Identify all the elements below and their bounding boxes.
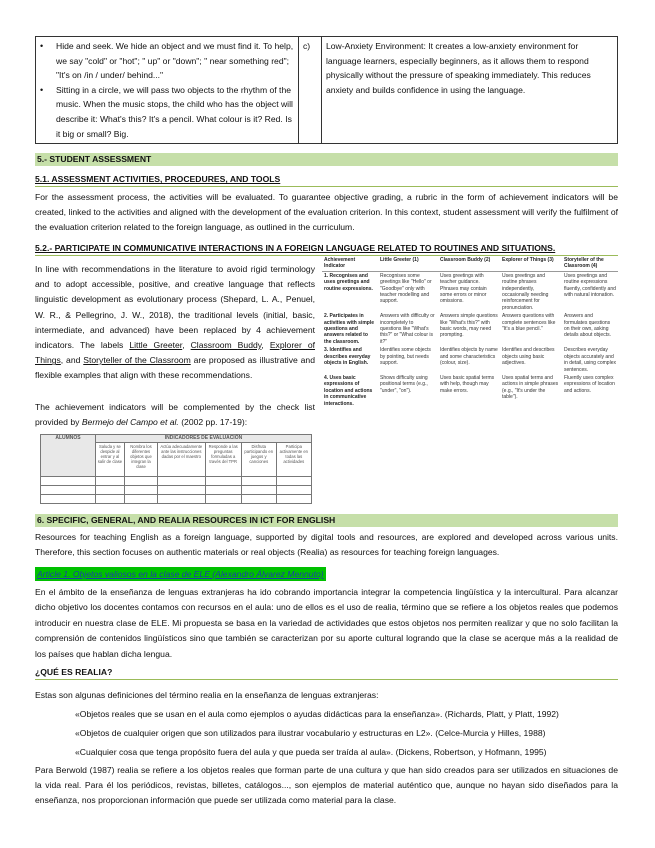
final-paragraph: Para Berwold (1987) realia se refiere a los objetos reales que forman parte de una cultura y que han sido creados para ser utilizados en situaciones de la vida real. Para él los periódicos, revistas, billetes, catálogos..., son ejemplos de material auténtico que, aunque no hayan sido diseñados para la enseñanza, nos proporcionan información que puede ser utilizada como material para la clase. — [35, 765, 618, 805]
table-row — [322, 346, 618, 374]
left-cell — [36, 37, 299, 144]
table-cell: 4. Uses basic expressions of location and actions in communicative interactions. — [324, 374, 373, 407]
realia-heading: ¿QUÉ ES REALIA? — [35, 667, 113, 677]
table-cell: Answers questions with complete sentences like "It's a blue pencil." — [502, 313, 556, 333]
table-cell: Answers simple questions like "What's this?" with basic words, may need prompting. — [440, 313, 498, 339]
left-paragraph: In line with recommendations in the literature to avoid rigid terminology and to adopt accessible, positive, and creative language that reflects linguistic development as evolutionary process (Shepard, L. A., Penuel, W. R., & Pellegrino, J. W., 2018), the traditional levels (initial, basic, intermediate, and advanced) have been replaced by 4 achievement indicators. The labels Little Greeter, Classroom Buddy, Explorer of Things, and Storyteller of the Classroom are proposed as illustrative and flexible examples that align with these recommendations. — [35, 264, 316, 381]
definition-quote: «Cualquier cosa que tenga propósito fuera del aula y que pueda ser traída al aula». (Dickens, Robertson, y Hofmann, 1995) — [75, 747, 547, 757]
label-storyteller: Storyteller of the Classroom — [83, 355, 191, 366]
table-header: ALUMNOS — [41, 435, 96, 477]
heading-rule — [35, 679, 618, 680]
table-cell: Uses basic spatial terms with help, though may make errors. — [440, 374, 495, 394]
citation: Bermejo del Campo et al. — [81, 417, 179, 428]
table-header: Participa activamente en todas las actividades — [276, 443, 311, 477]
right-cell: Low-Anxiety Environment: It creates a low-anxiety environment for language learners, especially beginners, as it allows them to respond physically without the pressure of speaking immediately. This reduces anxiety and builds confidence in using the language. — [322, 37, 618, 144]
text-run: In line with recommendations in the literature to avoid rigid terminology and to adopt accessible, positive, and creative language that reflects linguistic development as evolutionary process (Shepard, L. A., Penuel, W. R., & Pellegrino, J. W., 2018), the traditional levels (initial, basic, intermediate, and advanced) have been replaced by 4 achievement indicators. The labels — [35, 264, 315, 351]
table-cell: Shows difficulty using positional terms (e.g., "under", "on"). — [380, 374, 428, 394]
article-title[interactable]: Article 1. Objetos valiosos en la clase de ELE (Alexandro Álvarez Mennuto) — [37, 569, 324, 579]
table-row — [322, 374, 618, 408]
table-row — [41, 477, 312, 486]
table-cell: Identifies and describes objects using basic adjectives. — [502, 347, 555, 367]
assessment-paragraph: For the assessment process, the activities will be evaluated. To guarantee objective grading, a rubric in the form of achievement indicators will be created, linked to the activities and aligned with the development of the evaluation criterion. In this context, student assessment will verify the fulfilment of the evaluation criterion related to the foreign language, as outlined in the curriculum. — [35, 192, 618, 232]
text-run: are proposed as illustrative and flexible examples that align with these recommendations. — [35, 355, 315, 381]
table-header: Little Greeter (1) — [378, 256, 438, 271]
table-header-row — [322, 256, 618, 271]
bullet-text: Hide and seek. We hide an object and we must find it. To help, we say "cold" or "hot"; " up" or "down"; " near something red"; "It's on /in / under/ behind..." — [56, 41, 294, 81]
resources-paragraph: Resources for teaching English as a foreign language, supported by digital tools and resources, are explored and developed across various units. Therefore, this section focuses on authentic materials or real objects (Realia) as resources for teaching foreign languages. — [35, 532, 618, 557]
list-item: • Sitting in a circle, we will pass two objects to the rhythm of the music. When the music stops, the child who has the object will describe it: What's this? It's a pencil. What colour is it? Red. Is it big or small? Big. — [40, 83, 294, 141]
definition-quote: «Objetos reales que se usan en el aula como ejemplos o ayudas didácticas para la enseñanza». (Richards, Platt, y Platt, 1992) — [75, 709, 559, 719]
item-marker: c) — [299, 37, 322, 144]
table-cell: Uses greetings and routine expressions fluently, confidently and with natural intonation. — [564, 272, 616, 299]
table-header: INDICADORES DE EVALUACIÓN — [96, 435, 312, 443]
definition-quote: «Objetos de cualquier origen que son utilizados para ilustrar vocabulario y estructuras en L2». (Celce-Murcia y Hilles, 1988) — [75, 728, 546, 738]
table-cell: Fluently uses complex expressions of location and actions. — [564, 374, 615, 394]
section-5-heading: 5.- STUDENT ASSESSMENT — [35, 153, 618, 166]
label-classroom-buddy: Classroom Buddy — [190, 340, 262, 351]
table-header: Actúa adecuadamente ante las instrucciones dadas por el maestro — [158, 443, 205, 477]
table-cell: 2. Participates in activities with simple questions and answers related to the classroom. — [324, 313, 375, 345]
table-cell: Answers with difficulty or incompletely to questions like "What's this?" or "What colour is it?" — [380, 313, 435, 345]
subsection-5-1-heading: 5.1. ASSESSMENT ACTIVITIES, PROCEDURES, AND TOOLS — [35, 174, 281, 184]
rubric-table — [322, 256, 618, 408]
table-cell: Identifies objects by name and some characteristics (colour, size). — [440, 347, 498, 367]
checklist-paragraph — [35, 400, 315, 430]
table-header: Saluda y se despide al entrar y al salir de clase — [96, 443, 125, 477]
table-row — [41, 495, 312, 504]
table-row — [41, 486, 312, 495]
text-run: The achievement indicators will be complemented by the check list provided by — [35, 402, 315, 428]
table-cell: Identifies some objects by pointing, but needs support. — [380, 347, 431, 367]
table-header: Storyteller of the Classroom (4) — [562, 256, 618, 271]
table-row — [322, 271, 618, 312]
methods-table — [35, 36, 618, 144]
definitions-intro: Estas son algunas definiciones del término realia en la enseñanza de lenguas extranjeras: — [35, 690, 379, 700]
table-cell: Uses spatial terms and actions in simple phrases (e.g., "It's under the table"). — [502, 374, 559, 401]
table-cell: Answers and formulates questions on their own, asking details about objects. — [564, 313, 611, 339]
table-cell: Uses greetings with teacher guidance. Phrases may contain some errors or minor omissions. — [440, 272, 487, 305]
subsection-5-2-heading: 5.2.- PARTICIPATE IN COMMUNICATIVE INTERACTIONS IN A FOREIGN LANGUAGE RELATED TO ROUTINES AND SITUATIONS. — [35, 243, 556, 253]
table-header: Classroom Buddy (2) — [438, 256, 500, 271]
table-header: Explorer of Things (3) — [500, 256, 562, 271]
table-header: Disfruta participando en juegos y canciones — [241, 443, 276, 477]
table-cell: Describes everyday objects accurately and in detail, using complex sentences. — [564, 347, 616, 373]
table-cell: 1. Recognises and uses greetings and routine expressions. — [324, 272, 373, 292]
label-little-greeter: Little Greeter — [129, 340, 183, 351]
text-run: (2002 pp. 17-19): — [181, 417, 248, 428]
checklist-table — [40, 434, 312, 504]
table-cell: 3. Identifies and describes everyday objects in English. — [324, 347, 371, 367]
table-cell: Recognises some greetings like "Hello" or "Goodbye" only with teacher modelling and support. — [380, 272, 432, 305]
table-header: Achievement Indicator — [322, 256, 378, 271]
table-header: Responde a las preguntas formuladas a través del TPR — [205, 443, 241, 477]
bullet-text: Sitting in a circle, we will pass two objects to the rhythm of the music. When the music stops, the child who has the object will describe it: What's this? It's a pencil. What colour is it? Red. Is it big or small? Big. — [56, 84, 293, 139]
section-6-heading: 6. SPECIFIC, GENERAL, AND REALIA RESOURCES IN ICT FOR ENGLISH — [35, 514, 618, 527]
table-cell: Uses greetings and routine phrases independently, occasionally needing reinforcement for pronunciation. — [502, 272, 549, 311]
table-header: Nombra los diferentes objetos que integran la clase — [124, 443, 157, 477]
list-item: • Hide and seek. We hide an object and we must find it. To help, we say "cold" or "hot"; " up" or "down"; " near something red"; "It's on /in / under/ behind..." — [40, 39, 294, 83]
article-paragraph: En el ámbito de la enseñanza de lenguas extranjeras ha ido cobrando importancia integrar la competencia lingüística y la intercultural. Para alcanzar dicho objetivo los docentes contamos con recursos en el aula: uno de ellos es el uso de realia, término que se refiere a los objetos reales que podemos introducir en nuestra clase de ELE. Mi propuesta se basa en la variedad de actividades que estos objetos nos permiten realizar y que no solo facilitan la comprensión de contenidos lingüísticos sino que también se caracterizan por su aporte cultural logrando que la clase se acerque más a la realidad de los países que hablan dicha lengua. — [35, 587, 618, 659]
table-row — [322, 312, 618, 346]
heading-rule — [35, 186, 618, 187]
label-explorer-of-things: Explorer of Things — [35, 340, 316, 366]
